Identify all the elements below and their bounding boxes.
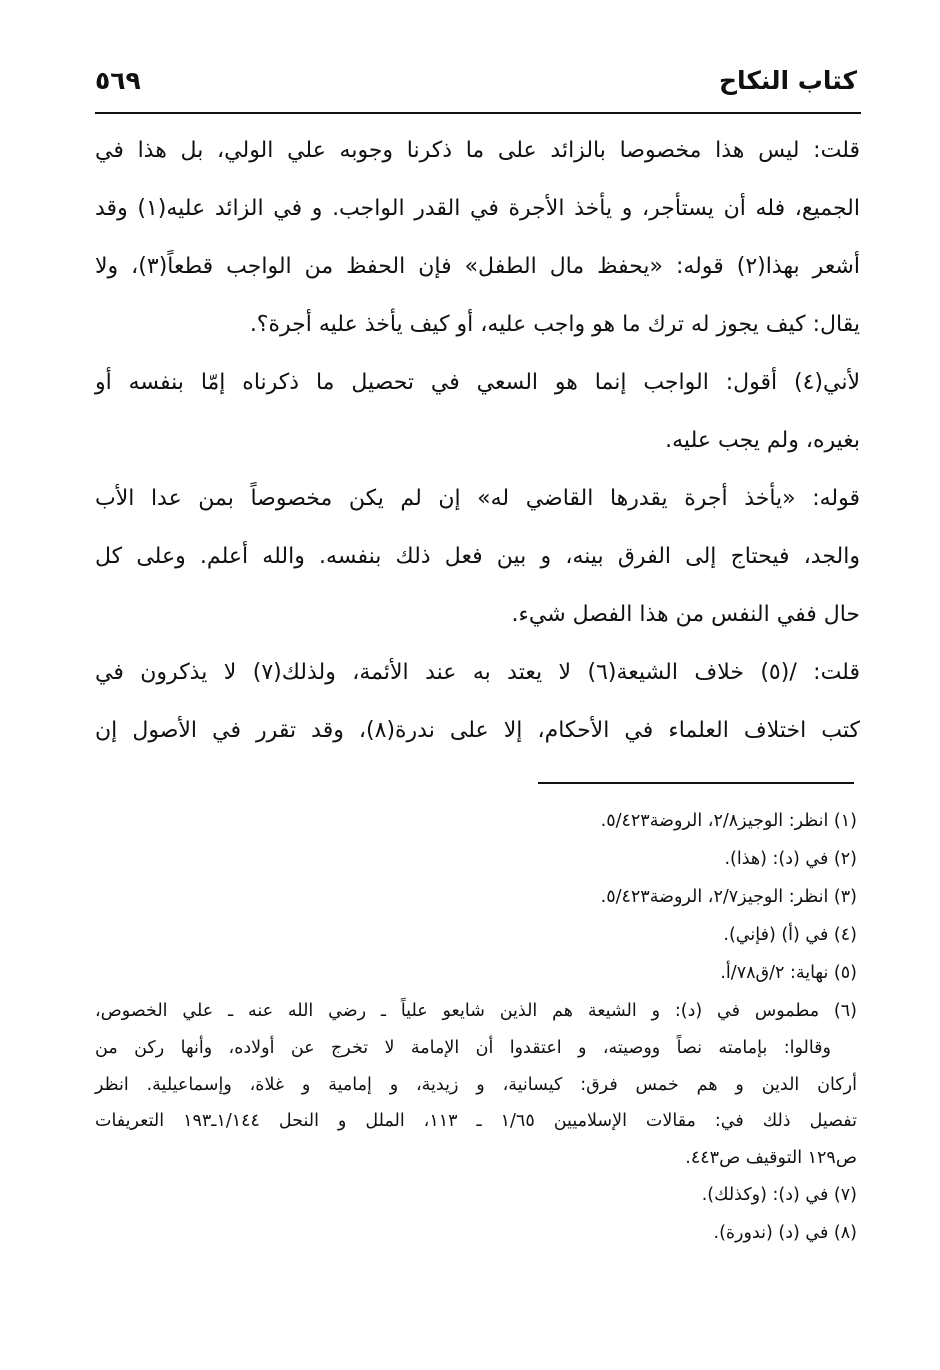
footnote-3: (٣) انظر: الوجيز٢/٧، الروضة٥/٤٢٣.	[600, 887, 857, 907]
footnote-2: (٢) في (د): (هذا).	[724, 849, 857, 869]
footnotes	[95, 802, 857, 1252]
main-text	[95, 122, 860, 760]
footnote-line: أركان الدين و هم خمس فرق: كيسانية، و زيدية، و إمامية و غلاة، وإسماعيلية. انظر	[95, 1074, 857, 1095]
text-line: قلت: ليس هذا مخصوصا بالزائد على ما ذكرنا وجوبه علي الولي، بل هذا في	[95, 138, 860, 163]
footnote-7: (٧) في (د): (وكذلك).	[701, 1185, 857, 1205]
footnote-1: (١) انظر: الوجيز٢/٨، الروضة٥/٤٢٣.	[600, 811, 857, 831]
page-number: ٥٦٩	[95, 66, 141, 95]
text-line: أشعر بهذا(٢) قوله: «يحفظ مال الطفل» فإن الحفظ من الواجب قطعاً(٣)، ولا	[95, 254, 860, 279]
footnote-5: (٥) نهاية: ٢/ق٧٨/أ.	[720, 963, 857, 983]
text-line: بغيره، ولم يجب عليه.	[665, 428, 860, 453]
text-line: قلت: /(٥) خلاف الشيعة(٦) لا يعتد به عند الأئمة، ولذلك(٧) لا يذكرون في	[95, 660, 860, 685]
text-line: لأني(٤) أقول: الواجب إنما هو السعي في تحصيل ما ذكرناه إمّا بنفسه أو	[95, 370, 860, 395]
text-line: الجميع، فله أن يستأجر، و يأخذ الأجرة في القدر الواجب. و في الزائد عليه(١) وقد	[95, 196, 860, 221]
footnote-4: (٤) في (أ) (فإني).	[723, 925, 857, 945]
footnote-separator	[538, 782, 854, 784]
text-line: يقال: كيف يجوز له ترك ما هو واجب عليه، أو كيف يأخذ عليه أجرة؟.	[249, 312, 860, 337]
text-line: قوله: «يأخذ أجرة يقدرها القاضي له» إن لم يكن مخصوصاً بمن عدا الأب	[95, 486, 860, 511]
text-line: كتب اختلاف العلماء في الأحكام، إلا على ندرة(٨)، وقد تقرر في الأصول إن	[95, 718, 860, 743]
footnote-line: وقالوا: بإمامته نصاً ووصيته، و اعتقدوا أن الإمامة لا تخرج عن أولاده، وأنها ركن من	[95, 1038, 831, 1058]
footnote-8: (٨) في (د) (ندورة).	[713, 1223, 857, 1243]
text-line: والجد، فيحتاج إلى الفرق بينه، و بين فعل ذلك بنفسه. والله أعلم. وعلى كل	[95, 544, 860, 569]
footnote-line: تفصيل ذلك في: مقالات الإسلاميين ١/٦٥ ـ ١١٣، الملل و النحل ١/١٤٤ـ١٩٣ التعريفات	[95, 1111, 858, 1131]
chapter-title: كتاب النكاح	[718, 66, 857, 95]
footnote-line: (٦) مطموس في (د): و الشيعة هم الذين شايعو علياً ـ رضي الله عنه ـ علي الخصوص،	[95, 1001, 857, 1021]
header-rule	[95, 112, 861, 114]
running-header	[95, 62, 857, 106]
footnote-line: ص١٢٩ التوقيف ص٤٤٣.	[685, 1147, 857, 1168]
text-line: حال ففي النفس من هذا الفصل شيء.	[511, 602, 860, 627]
footnote-6	[95, 992, 857, 1176]
